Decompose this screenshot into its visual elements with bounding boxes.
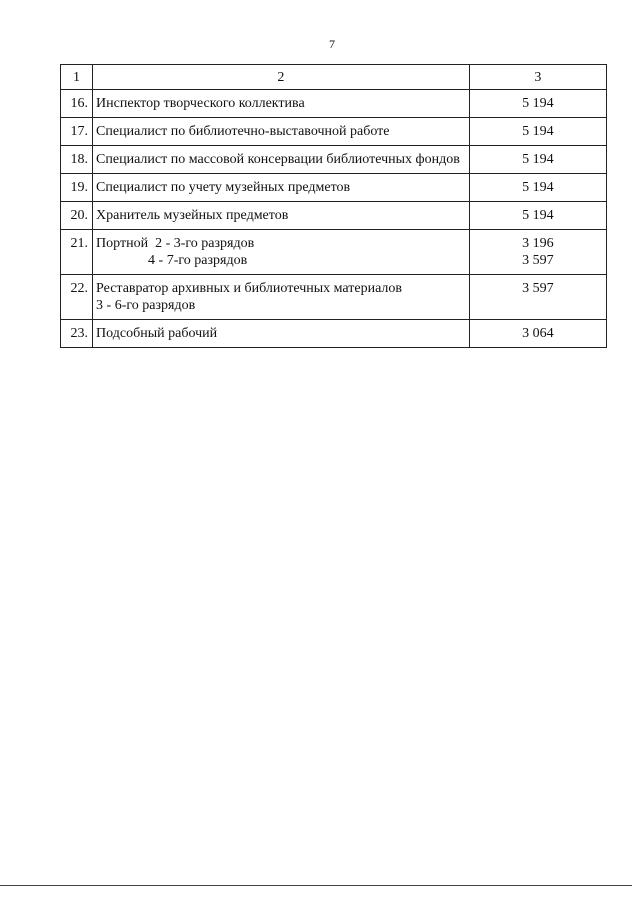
position-name bbox=[93, 202, 470, 230]
header-col-2: 2 bbox=[93, 65, 470, 90]
row-number: 22. bbox=[61, 275, 93, 320]
row-number: 17. bbox=[61, 118, 93, 146]
position-name bbox=[93, 320, 470, 348]
row-number: 21. bbox=[61, 230, 93, 275]
table-row bbox=[61, 90, 607, 118]
position-name-line: Реставратор архивных и библиотечных материалов bbox=[96, 281, 403, 296]
row-number: 20. bbox=[61, 202, 93, 230]
table-row bbox=[61, 146, 607, 174]
table-row bbox=[61, 320, 607, 348]
row-number: 23. bbox=[61, 320, 93, 348]
position-name-line: Подсобный рабочий bbox=[96, 326, 218, 341]
position-name-line: Хранитель музейных предметов bbox=[96, 208, 289, 223]
table-row bbox=[61, 174, 607, 202]
position-name bbox=[93, 275, 470, 320]
table-row bbox=[61, 202, 607, 230]
salary-value bbox=[469, 174, 606, 202]
salary-value-line: 3 597 bbox=[522, 253, 554, 268]
position-name-line: Специалист по массовой консервации библиотечных фондов bbox=[96, 152, 460, 167]
position-name bbox=[93, 230, 470, 275]
salary-value bbox=[469, 275, 606, 320]
table-header-row bbox=[61, 65, 607, 90]
salary-value-line: 5 194 bbox=[522, 124, 554, 139]
position-name-line: Инспектор творческого коллектива bbox=[96, 96, 305, 111]
salary-table bbox=[60, 64, 607, 348]
row-number: 18. bbox=[61, 146, 93, 174]
bottom-rule bbox=[0, 885, 632, 886]
position-name-line: Портной 2 - 3-го разрядов bbox=[96, 236, 255, 251]
position-name bbox=[93, 174, 470, 202]
salary-value-line: 5 194 bbox=[522, 208, 554, 223]
row-number: 19. bbox=[61, 174, 93, 202]
position-name-line: Специалист по библиотечно-выставочной работе bbox=[96, 124, 390, 139]
salary-value bbox=[469, 146, 606, 174]
page-number: 7 bbox=[329, 37, 335, 51]
table-row bbox=[61, 118, 607, 146]
header-col-3: 3 bbox=[469, 65, 606, 90]
salary-value bbox=[469, 230, 606, 275]
salary-value-line: 3 597 bbox=[522, 281, 554, 296]
position-name bbox=[93, 118, 470, 146]
position-name-line: 3 - 6-го разрядов bbox=[96, 298, 196, 313]
table-row bbox=[61, 275, 607, 320]
salary-value bbox=[469, 320, 606, 348]
row-number: 16. bbox=[61, 90, 93, 118]
position-name-line: 4 - 7-го разрядов bbox=[148, 253, 248, 268]
table-row bbox=[61, 230, 607, 275]
salary-value-line: 3 196 bbox=[522, 236, 554, 251]
salary-value bbox=[469, 118, 606, 146]
salary-value-line: 3 064 bbox=[522, 326, 554, 341]
salary-value bbox=[469, 202, 606, 230]
salary-value-line: 5 194 bbox=[522, 152, 554, 167]
position-name bbox=[93, 146, 470, 174]
salary-value-line: 5 194 bbox=[522, 180, 554, 195]
position-name bbox=[93, 90, 470, 118]
position-name-line: Специалист по учету музейных предметов bbox=[96, 180, 351, 195]
header-col-1: 1 bbox=[61, 65, 93, 90]
salary-value bbox=[469, 90, 606, 118]
salary-value-line: 5 194 bbox=[522, 96, 554, 111]
